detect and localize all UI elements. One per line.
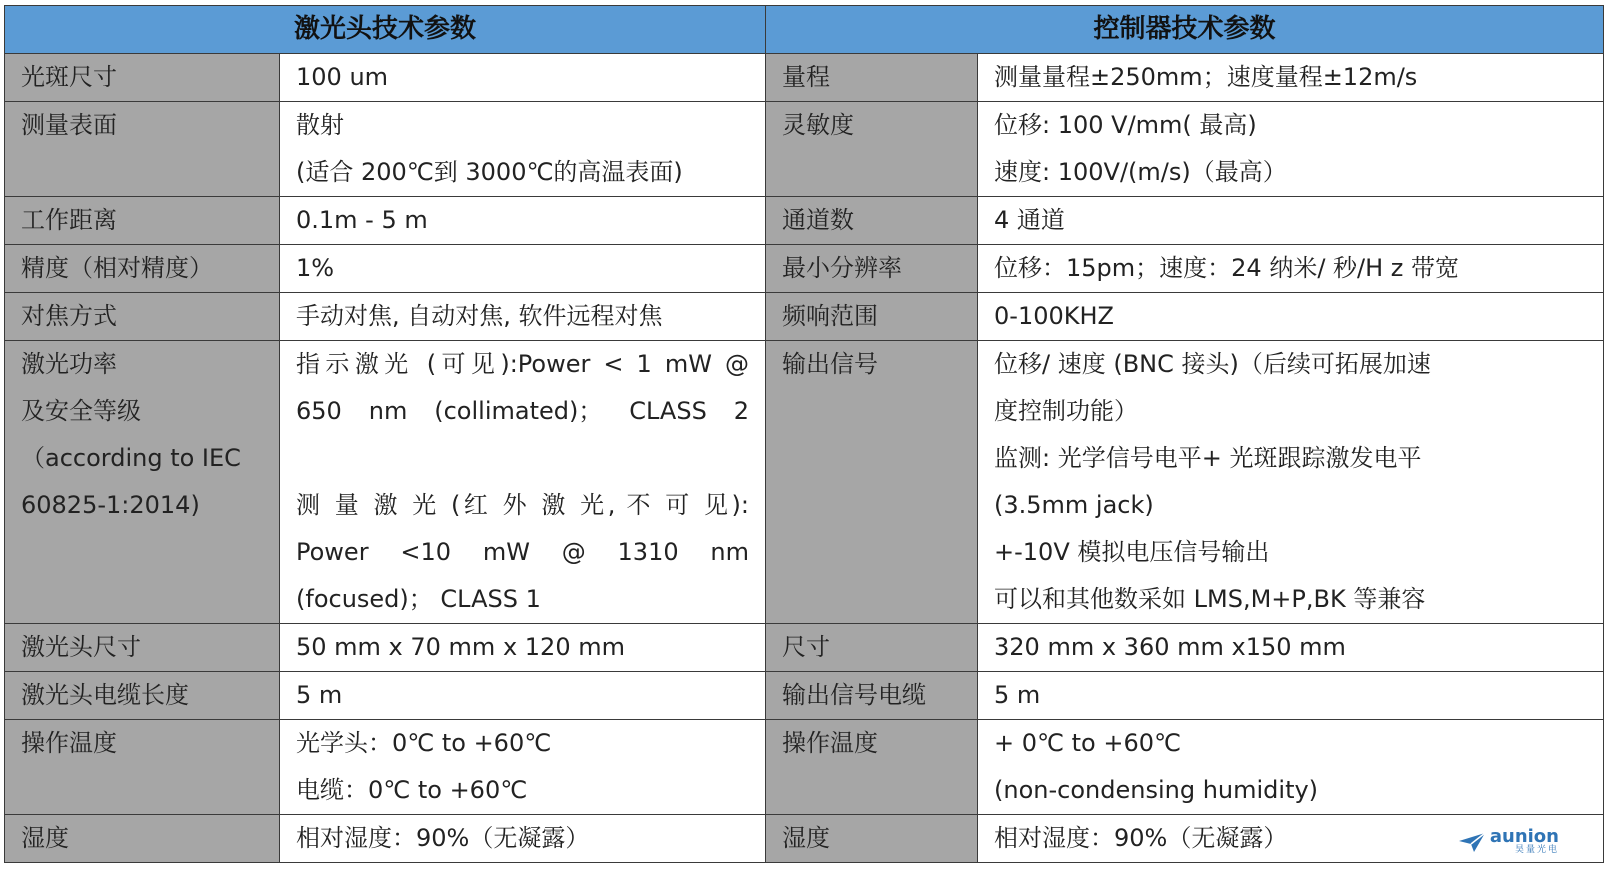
left-value-line: 5 m [296,681,343,709]
right-label-line: 操作温度 [782,729,879,757]
left-label-cell [5,102,280,197]
table-row [5,815,1604,863]
left-label-line: 激光功率 [21,350,117,378]
right-value-line: 320 mm x 360 mm x150 mm [994,633,1346,661]
spec-table [4,5,1604,863]
right-label-cell [766,102,978,197]
right-label-cell [766,815,978,863]
right-value-cell [978,102,1604,197]
right-value-line: 相对湿度：90%（无凝露） [994,824,1288,852]
right-value-line: + 0℃ to +60℃ [994,729,1181,757]
left-value-line: 电缆：0℃ to +60℃ [296,776,528,804]
aunion-logo [1458,826,1559,855]
right-value-line: 度控制功能） [994,397,1139,425]
right-label-cell [766,624,978,672]
left-label-cell [5,245,280,293]
header-row [5,6,1604,54]
left-label-line: 激光头尺寸 [21,633,141,661]
left-label-line: 光斑尺寸 [21,63,117,91]
table-row [5,624,1604,672]
left-label-line: 对焦方式 [21,302,117,330]
left-label-cell [5,293,280,341]
right-value-cell [978,341,1604,624]
left-label-line: 工作距离 [21,206,117,234]
left-value-line: 100 um [296,63,389,91]
left-label-line: 测量表面 [21,111,117,139]
right-value-cell [978,720,1604,815]
table-row [5,720,1604,815]
left-value-cell [280,672,766,720]
right-label-line: 湿度 [782,824,831,852]
right-label-line: 输出信号电缆 [782,681,927,709]
left-label-cell [5,197,280,245]
left-value-line: 1% [296,254,335,282]
right-label-cell [766,720,978,815]
left-value-cell [280,815,766,863]
right-value-line: (non-condensing humidity) [994,776,1319,804]
right-value-cell [978,54,1604,102]
right-value-cell [978,624,1604,672]
right-value-cell [978,197,1604,245]
left-value-cell [280,293,766,341]
right-value-line: 5 m [994,681,1041,709]
right-label-line: 灵敏度 [782,111,855,139]
logo-subtext: 昊量光电 [1514,845,1559,855]
right-label-line: 尺寸 [782,633,831,661]
left-value-line: (focused)； CLASS 1 [296,585,541,613]
table-row [5,341,1604,624]
left-value-line: 光学头：0℃ to +60℃ [296,729,552,757]
laser-head-specs-header: 激光头技术参数 [5,6,766,54]
right-value-line: 可以和其他数采如 LMS,M+P,BK 等兼容 [994,585,1426,613]
right-value-line: 速度: 100V/(m/s)（最高） [994,158,1287,186]
left-value-cell [280,197,766,245]
left-label-line: 60825-1:2014) [21,491,200,519]
right-label-line: 频响范围 [782,302,879,330]
left-value-cell [280,54,766,102]
right-value-line: 4 通道 [994,206,1065,234]
left-label-cell [5,624,280,672]
table-row [5,245,1604,293]
left-value-cell [280,341,766,624]
right-value-line: (3.5mm jack) [994,491,1154,519]
left-value-line: 测 量 激 光 (红 外 激 光, 不 可 见): [296,491,750,519]
right-label-line: 通道数 [782,206,855,234]
right-value-line: 位移: 100 V/mm( 最高) [994,111,1257,139]
left-value-line: 相对湿度：90%（无凝露） [296,824,590,852]
left-value-line [296,435,749,482]
left-value-cell [280,624,766,672]
left-label-line: 操作温度 [21,729,117,757]
left-value-line: 指示激光 (可见):Power < 1 mW @ [296,350,750,378]
table-row [5,54,1604,102]
left-value-line: 50 mm x 70 mm x 120 mm [296,633,625,661]
left-value-cell [280,102,766,197]
left-label-cell [5,54,280,102]
paper-plane-icon [1458,831,1486,853]
right-value-line: 0-100KHZ [994,302,1114,330]
right-label-line: 最小分辨率 [782,254,903,282]
table-row [5,293,1604,341]
left-value-line: 650 nm (collimated)； CLASS 2 [296,397,750,425]
controller-specs-header: 控制器技术参数 [766,6,1604,54]
left-label-line: （according to IEC [21,444,241,472]
left-label-line: 及安全等级 [21,397,141,425]
right-value-cell [978,672,1604,720]
left-label-line: 湿度 [21,824,69,852]
left-value-cell [280,720,766,815]
left-value-cell [280,245,766,293]
right-label-cell [766,197,978,245]
right-label-cell [766,245,978,293]
left-value-line: Power <10 mW @ 1310 nm [296,538,750,566]
left-label-cell [5,672,280,720]
logo-text: aunion [1489,826,1559,847]
right-value-line: 测量量程±250mm；速度量程±12m/s [994,63,1418,91]
left-label-line: 精度（相对精度） [21,254,213,282]
right-label-cell [766,672,978,720]
left-label-cell [5,720,280,815]
right-label-line: 输出信号 [782,350,879,378]
left-value-line: 散射 [296,111,344,139]
right-label-cell [766,341,978,624]
table-row [5,102,1604,197]
left-label-cell [5,341,280,624]
left-value-line: 0.1m - 5 m [296,206,428,234]
right-value-line: 监测: 光学信号电平+ 光斑跟踪激发电平 [994,444,1422,472]
left-value-line: (适合 200℃到 3000℃的高温表面) [296,158,683,186]
right-value-line: 位移：15pm；速度：24 纳米/ 秒/H z 带宽 [994,254,1460,282]
left-value-line: 手动对焦, 自动对焦, 软件远程对焦 [296,302,663,330]
right-label-cell [766,293,978,341]
right-value-cell [978,293,1604,341]
right-value-line: +-10V 模拟电压信号输出 [994,538,1270,566]
right-label-line: 量程 [782,63,831,91]
right-value-cell [978,245,1604,293]
left-label-line: 激光头电缆长度 [21,681,189,709]
right-value-line: 位移/ 速度 (BNC 接头)（后续可拓展加速 [994,350,1431,378]
right-label-cell [766,54,978,102]
left-label-cell [5,815,280,863]
table-row [5,197,1604,245]
table-row [5,672,1604,720]
